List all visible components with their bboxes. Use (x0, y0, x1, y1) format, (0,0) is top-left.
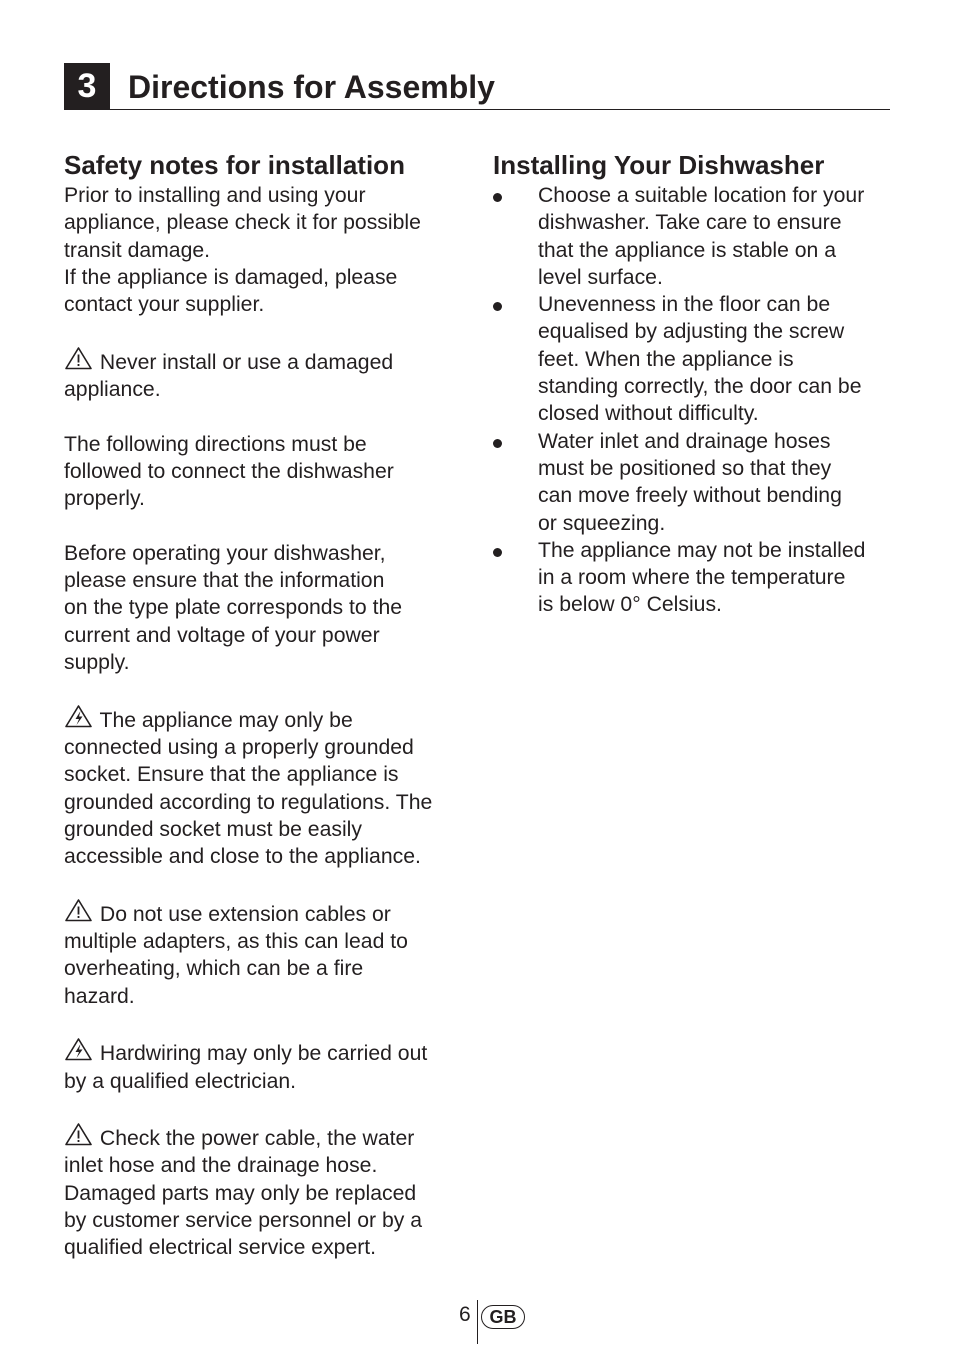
bullet-icon (493, 548, 502, 557)
text-line: please ensure that the information (64, 569, 385, 593)
text-line: equalised by adjusting the screw (538, 320, 845, 344)
text-line: current and voltage of your power (64, 623, 380, 647)
text-line: The following directions must be (64, 432, 367, 456)
text-line: Damaged parts may only be replaced (64, 1181, 417, 1205)
text-line: inlet hose and the drainage hose. (64, 1154, 378, 1178)
list-item (493, 291, 893, 427)
bullet-icon (493, 302, 502, 311)
text-line: can move freely without bending (538, 484, 842, 508)
text-line: dishwasher. Take care to ensure (538, 211, 842, 235)
warning-hardwiring (64, 1037, 464, 1095)
warning-damaged-appliance (64, 346, 464, 404)
text-line: level surface. (538, 265, 663, 289)
text-line: overheating, which can be a fire (64, 957, 364, 981)
chapter-number-box: 3 (64, 63, 110, 109)
bullet-icon (493, 439, 502, 448)
directions-paragraph (64, 431, 464, 513)
right-column (493, 148, 893, 619)
text-line: appliance. (64, 378, 161, 402)
text-line (64, 1122, 464, 1152)
warning-check-cables (64, 1122, 464, 1261)
text-line: Water inlet and drainage hoses (538, 429, 831, 453)
warning-text: Never install or use a damaged (94, 350, 394, 374)
text-line: or squeezing. (538, 511, 666, 535)
warning-extension-cables (64, 898, 464, 1010)
text-line: closed without difficulty. (538, 402, 759, 426)
warning-triangle-icon (64, 1122, 94, 1146)
text-line: grounded according to regulations. The (64, 790, 433, 814)
text-line: feet. When the appliance is (538, 347, 794, 371)
text-line: multiple adapters, as this can lead to (64, 930, 408, 954)
text-line: that the appliance is stable on a (538, 238, 837, 262)
intro-paragraph (64, 182, 464, 318)
installation-bullet-list (493, 182, 893, 619)
left-column (64, 148, 464, 1262)
list-item (493, 537, 893, 619)
installing-heading: Installing Your Dishwasher (493, 150, 825, 180)
list-item (493, 182, 893, 291)
text-line: socket. Ensure that the appliance is (64, 763, 399, 787)
text-line: hazard. (64, 984, 135, 1008)
electric-hazard-icon (64, 1037, 94, 1061)
chapter-header (64, 63, 890, 110)
text-line: If the appliance is damaged, please (64, 265, 398, 289)
text-line: on the type plate corresponds to the (64, 596, 403, 620)
text-line (64, 1037, 464, 1067)
warning-text: Check the power cable, the water (94, 1127, 415, 1151)
electric-hazard-icon (64, 704, 94, 728)
text-line: connected using a properly grounded (64, 735, 414, 759)
text-line: properly. (64, 487, 145, 511)
page-number: 6 (459, 1303, 471, 1326)
text-line: followed to connect the dishwasher (64, 459, 394, 483)
text-line (64, 346, 464, 376)
warning-triangle-icon (64, 898, 94, 922)
list-item (493, 428, 893, 537)
text-line: standing correctly, the door can be (538, 375, 862, 399)
text-line: Before operating your dishwasher, (64, 541, 386, 565)
safety-notes-heading: Safety notes for installation (64, 150, 405, 180)
text-line (64, 704, 464, 734)
text-line: accessible and close to the appliance. (64, 845, 421, 869)
text-line: by customer service personnel or by a (64, 1208, 422, 1232)
warning-text: Do not use extension cables or (94, 902, 391, 926)
warning-grounded-socket (64, 704, 464, 871)
warning-text: The appliance may only be (94, 708, 353, 732)
text-line: must be positioned so that they (538, 456, 832, 480)
type-plate-paragraph (64, 540, 464, 676)
text-line: qualified electrical service expert. (64, 1236, 377, 1260)
text-line (64, 898, 464, 928)
text-line: The appliance may not be installed (538, 538, 866, 562)
footer-divider (477, 1300, 478, 1344)
text-line: grounded socket must be easily (64, 817, 362, 841)
text-line: Choose a suitable location for your (538, 184, 865, 207)
text-line: is below 0° Celsius. (538, 593, 722, 617)
text-line: supply. (64, 651, 130, 675)
warning-triangle-icon (64, 346, 94, 370)
text-line: in a room where the temperature (538, 566, 846, 590)
text-line: appliance, please check it for possible (64, 211, 421, 235)
chapter-title: Directions for Assembly (128, 69, 495, 105)
language-badge: GB (481, 1305, 525, 1329)
text-line: Unevenness in the floor can be (538, 293, 831, 317)
warning-text: Hardwiring may only be carried out (94, 1042, 428, 1066)
text-line: Prior to installing and using your (64, 184, 366, 207)
bullet-icon (493, 193, 502, 202)
text-line: by a qualified electrician. (64, 1069, 297, 1093)
text-line: transit damage. (64, 238, 211, 262)
text-line: contact your supplier. (64, 293, 265, 317)
